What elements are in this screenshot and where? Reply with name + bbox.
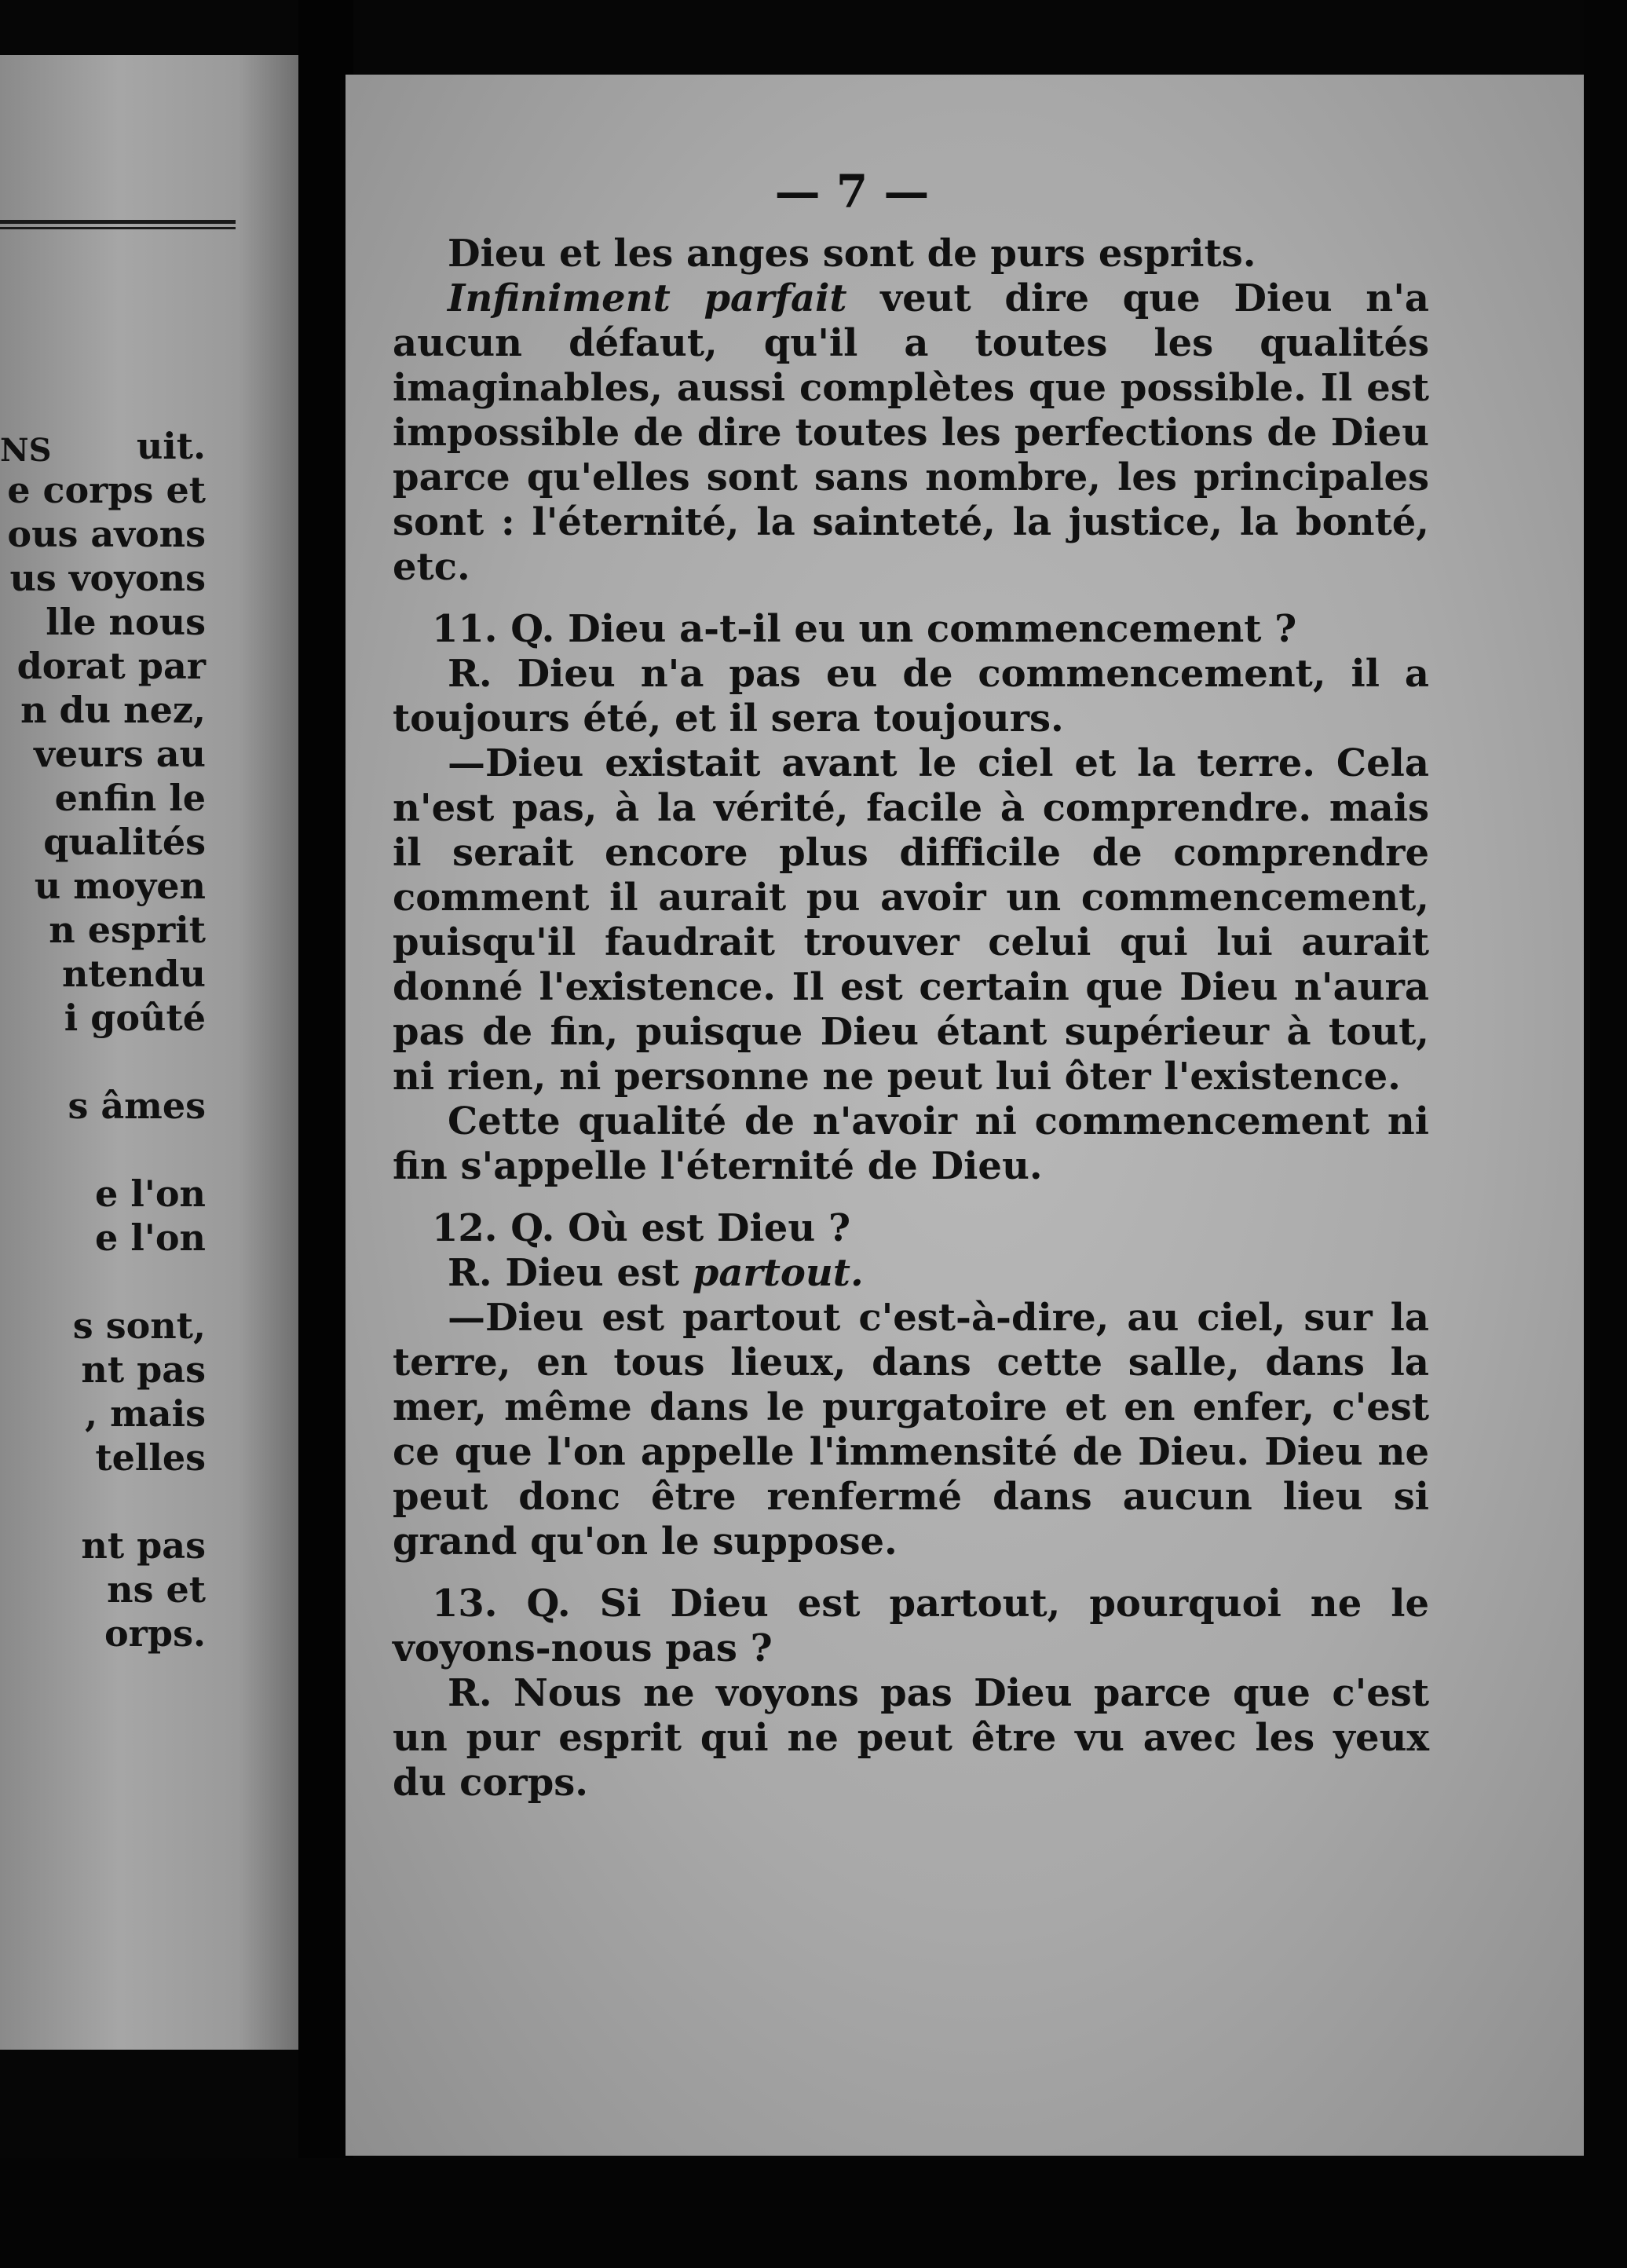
left-page-line [0,1040,206,1084]
page-body [393,232,1429,1805]
paragraph-intro: Dieu et les anges sont de purs esprits. [448,232,1256,276]
left-page-line: s sont, [72,1304,206,1347]
paragraph-infiniment-parfait [393,276,1429,590]
emphasis-partout: partout. [692,1251,864,1295]
left-page-line: n esprit [49,909,206,951]
explanation-11: —Dieu existait avant le ciel et la terre. Cela n'est pas, à la vérité, facile à comprendre. mais il serait encore plus difficile de comprendre comment il aurait pu avoir un commencement, puisqu'il faudrait trouver celui qui lui aurait donné l'existence. Il est certain que Dieu n'aura pas de fin, puisque Dieu étant supérieur à tout, ni rien, ni personne ne peut lui ôter l'existence. [393,741,1429,1099]
left-page-line: n du nez, [20,689,206,731]
left-page-line: lle nous [46,601,206,643]
left-facing-page [0,55,298,2050]
paragraph-text: veut dire que Dieu n'a aucun défaut, qu'il a toutes les qualités imaginables, aussi complètes que possible. Il est impossible de dire toutes les perfections de Dieu parce qu'elles sont sans nombre, les principales sont : l'éternité, la sainteté, la justice, la bonté, etc. [393,276,1429,589]
left-heading-fragment: NS [0,432,52,469]
left-page-line [0,1260,206,1304]
left-page-line [0,1480,206,1524]
answer-13: R. Nous ne voyons pas Dieu parce que c'est un pur esprit qui ne peut être vu avec les yeux du corps. [393,1671,1429,1805]
answer-11: R. Dieu n'a pas eu de commencement, il a toujours été, et il sera toujours. [393,652,1429,741]
explanation-11-eternity: Cette qualité de n'avoir ni commencement ni fin s'appelle l'éternité de Dieu. [393,1099,1429,1188]
question-13: 13. Q. Si Dieu est partout, pourquoi ne le voyons-nous pas ? [393,1582,1429,1670]
left-page-line: orps. [104,1612,206,1655]
left-page-line: e l'on [95,1216,206,1259]
emphasis-term: Infiniment parfait [448,276,847,320]
left-page-line [0,1128,206,1172]
explanation-12: —Dieu est partout c'est-à-dire, au ciel, sur la terre, en tous lieux, dans cette salle, dans la mer, même dans le purgatoire et en enfer, c'est ce que l'on appelle l'immensité de Dieu. Dieu ne peut donc être renfermé dans aucun lieu si grand qu'on le suppose. [393,1296,1429,1564]
page-number: — 7 — [774,165,930,218]
left-page-line: ntendu [61,953,206,995]
left-page-line: uit. [136,425,206,467]
answer-12-text: R. Dieu est [448,1251,693,1295]
left-page-line: nt pas [81,1524,206,1567]
answer-12 [393,1251,1429,1296]
left-page-line: ns et [107,1568,206,1611]
left-page-line: ous avons [7,513,206,555]
left-page-line: e l'on [95,1172,206,1215]
scan-edge-bottom [0,2158,1627,2268]
right-page [346,75,1610,2156]
left-page-line: u moyen [34,865,206,907]
scan-edge-right [1584,0,1627,2268]
left-page-line: e corps et [7,469,206,511]
left-page-line: enfin le [54,777,206,819]
left-page-line: , mais [85,1392,206,1435]
left-page-line: veurs au [34,733,206,775]
left-page-line: nt pas [81,1348,206,1391]
left-page-line: s âmes [68,1085,206,1127]
left-page-line: us voyons [9,557,206,599]
left-page-line: telles [95,1436,206,1479]
question-11: 11. Q. Dieu a-t-il eu un commencement ? [432,607,1297,651]
left-page-text [0,424,206,1655]
left-page-line: dorat par [16,645,206,687]
left-page-rule [0,220,236,229]
left-page-line: i goûté [64,997,206,1039]
left-page-line: qualités [43,821,206,863]
question-12: 12. Q. Où est Dieu ? [432,1206,851,1250]
